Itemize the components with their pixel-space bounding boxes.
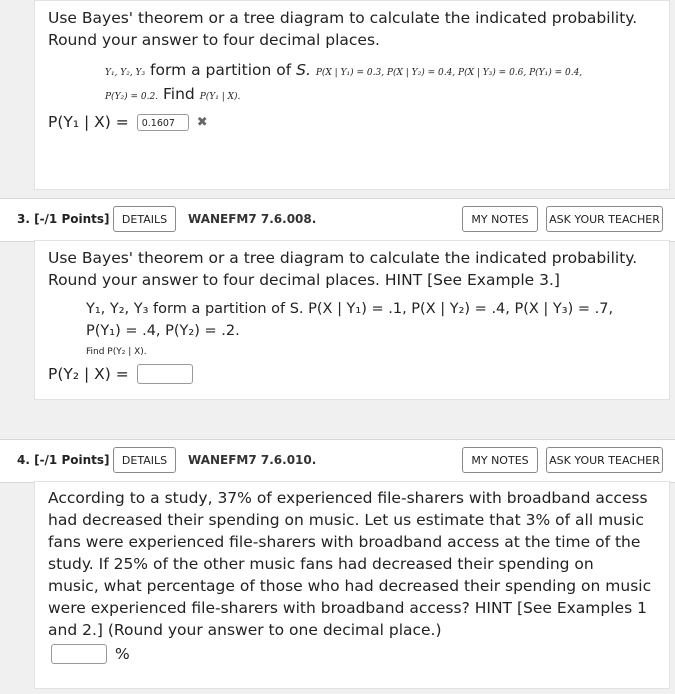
- q2-given-py2: P(Y₂) = 0.2.: [105, 92, 159, 102]
- q2-answer-value: 0.1607: [141, 117, 175, 129]
- q3-my-notes-button[interactable]: MY NOTES: [462, 206, 538, 232]
- q2-given-2: [105, 83, 240, 108]
- q4-line-4: study. If 25% of the other music fans had decreased their spending on: [48, 555, 594, 573]
- q3-prompt: P(Y₂ | X) =: [48, 365, 129, 383]
- q3-number: 3. [-/1 Points]: [17, 212, 110, 226]
- q3-given-line-1: Y₁, Y₂, Y₃ form a partition of S. P(X | Y₁) = .1, P(X | Y₂) = .4, P(X | Y₃) = .7,: [86, 301, 614, 317]
- q4-unit: %: [115, 645, 130, 663]
- q3-answer-input[interactable]: [137, 364, 193, 384]
- q4-line-2: had decreased their spending on music. Let us estimate that 3% of all music: [48, 511, 644, 529]
- q3-ask-teacher-button[interactable]: ASK YOUR TEACHER: [546, 206, 663, 232]
- q4-answer-row: [51, 644, 130, 664]
- q2-given-form: form a partition of: [150, 61, 292, 79]
- q2-answer-row: [48, 113, 208, 131]
- q2-given: [105, 59, 665, 84]
- q2-given-vars: Y₁, Y₂, Y₃: [105, 68, 146, 78]
- q4-code: WANEFM7 7.6.010.: [188, 453, 317, 467]
- q3-code: WANEFM7 7.6.008.: [188, 212, 317, 226]
- q4-my-notes-button[interactable]: MY NOTES: [462, 447, 538, 473]
- q4-line-3: fans were experienced file-sharers with broadband access at the time of the: [48, 533, 641, 551]
- q3-find: Find P(Y₂ | X).: [86, 347, 147, 357]
- q2-prompt: P(Y₁ | X) =: [48, 113, 129, 131]
- q3-answer-row: [48, 364, 193, 384]
- q2-find: Find: [163, 85, 195, 103]
- q3-details-button[interactable]: DETAILS: [113, 206, 176, 232]
- q4-line-5: music, what percentage of those who had decreased their spending on music: [48, 577, 652, 595]
- q3-given-line-2: P(Y₁) = .4, P(Y₂) = .2.: [86, 323, 240, 339]
- q4-number: 4. [-/1 Points]: [17, 453, 110, 467]
- incorrect-icon: ✖: [196, 114, 208, 130]
- q4-line-6: were experienced file-sharers with broadband access? HINT [See Examples 1: [48, 599, 647, 617]
- q4-details-button[interactable]: DETAILS: [113, 447, 176, 473]
- question-2-card: [34, 0, 670, 190]
- q4-answer-input[interactable]: [51, 644, 107, 664]
- q2-answer-input[interactable]: [137, 114, 189, 131]
- q4-ask-teacher-button[interactable]: ASK YOUR TEACHER: [546, 447, 663, 473]
- q4-line-1: According to a study, 37% of experienced file-sharers with broadband access: [48, 489, 648, 507]
- q3-instruction-line-2: Round your answer to four decimal places. HINT [See Example 3.]: [48, 271, 560, 289]
- q2-find-target: P(Y₁ | X).: [199, 92, 241, 102]
- question-4-header: [0, 439, 675, 483]
- q2-instruction-line-1: Use Bayes' theorem or a tree diagram to calculate the indicated probability.: [48, 9, 638, 27]
- question-3-card: [34, 240, 670, 400]
- q2-given-set: S.: [296, 61, 311, 79]
- question-4-card: [34, 481, 670, 689]
- q4-line-7: and 2.] (Round your answer to one decimal place.): [48, 621, 442, 639]
- q2-given-probs: P(X | Y₁) = 0.3, P(X | Y₂) = 0.4, P(X | Y₃) = 0.6, P(Y₁) = 0.4,: [315, 68, 583, 78]
- q3-instruction-line-1: Use Bayes' theorem or a tree diagram to calculate the indicated probability.: [48, 249, 638, 267]
- question-3-header: [0, 198, 675, 242]
- q2-instruction-line-2: Round your answer to four decimal places.: [48, 31, 380, 49]
